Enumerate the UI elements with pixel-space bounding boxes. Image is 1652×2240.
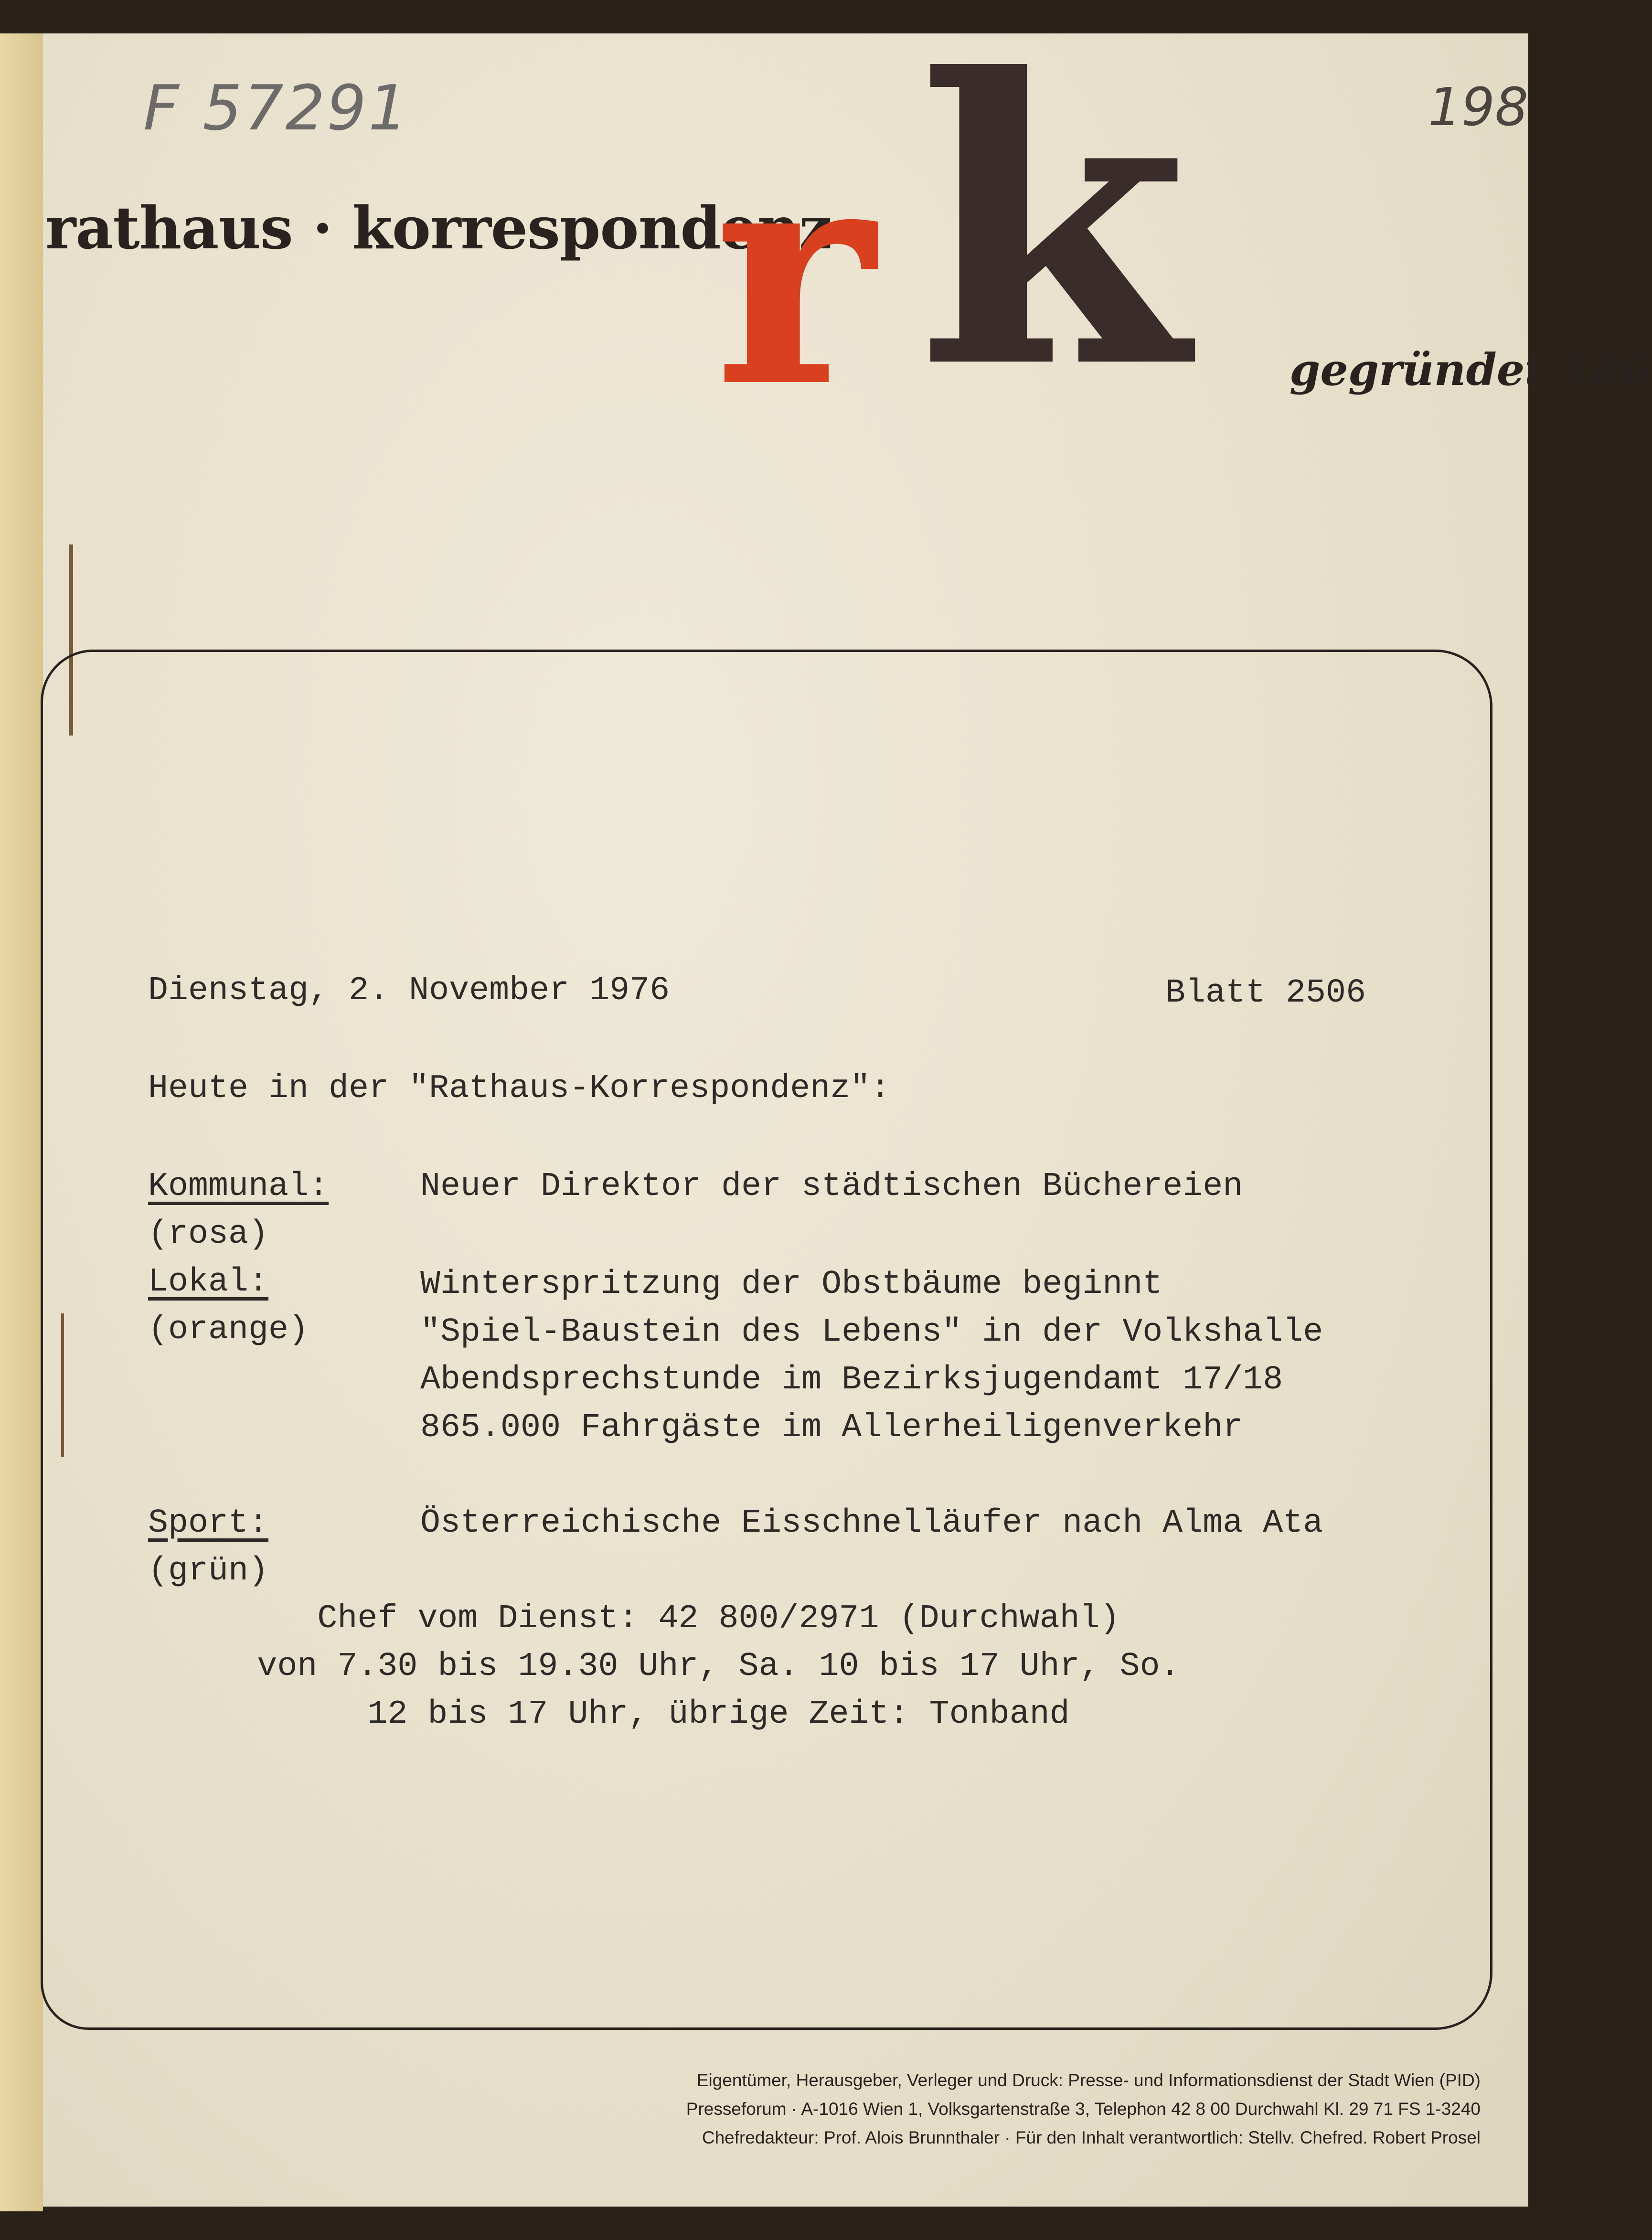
contact-line: 12 bis 17 Uhr, übrige Zeit: Tonband [367, 1696, 1070, 1733]
handwritten-page-number: 198 [1428, 76, 1528, 138]
news-item: Winterspritzung der Obstbäume beginnt [420, 1266, 1163, 1303]
news-item: Abendsprechstunde im Bezirksjugendamt 17/18 [420, 1361, 1283, 1399]
binder-spine [0, 33, 43, 2211]
news-item: Neuer Direktor der städtischen Büchereien [420, 1168, 1243, 1205]
logo-letter-r: r [714, 95, 866, 454]
logo-letter-k: k [917, 0, 1189, 454]
issue-date: Dienstag, 2. November 1976 [148, 972, 670, 1010]
news-item: Österreichische Eisschnelläufer nach Alma Ata [420, 1504, 1323, 1542]
category-color-kommunal: (rosa) [148, 1216, 269, 1253]
imprint-line: Eigentümer, Herausgeber, Verleger und Druck: Presse- und Informationsdienst der Stadt Wien (PID) [696, 2070, 1481, 2090]
contact-line: von 7.30 bis 19.30 Uhr, Sa. 10 bis 17 Uhr, So. [257, 1648, 1180, 1685]
imprint-line: Presseforum · A-1016 Wien 1, Volksgartenstraße 3, Telephon 42 8 00 Durchwahl Kl. 29 71 FS 1-3240 [686, 2099, 1481, 2119]
category-color-sport: (grün) [148, 1552, 269, 1590]
contact-line: Chef vom Dienst: 42 800/2971 (Durchwahl) [317, 1600, 1120, 1638]
imprint-line: Chefredakteur: Prof. Alois Brunnthaler · Für den Inhalt verantwortlich: Stellv. Chefred. Robert Prosel [702, 2128, 1481, 2147]
founded-note: gegründet 186 [1290, 344, 1652, 395]
category-lokal: Lokal: [148, 1263, 269, 1301]
contents-intro: Heute in der "Rathaus-Korrespondenz": [148, 1070, 891, 1108]
category-color-lokal: (orange) [148, 1311, 309, 1349]
sheet-number: Blatt 2506 [1165, 974, 1366, 1012]
category-sport: Sport: [148, 1504, 269, 1542]
category-kommunal: Kommunal: [148, 1168, 329, 1205]
news-item: "Spiel-Baustein des Lebens" in der Volkshalle [420, 1313, 1323, 1351]
archive-id: F 57291 [143, 72, 410, 144]
masthead-title: rathaus · korrespondenz [45, 193, 832, 262]
news-item: 865.000 Fahrgäste im Allerheiligenverkehr [420, 1409, 1243, 1447]
